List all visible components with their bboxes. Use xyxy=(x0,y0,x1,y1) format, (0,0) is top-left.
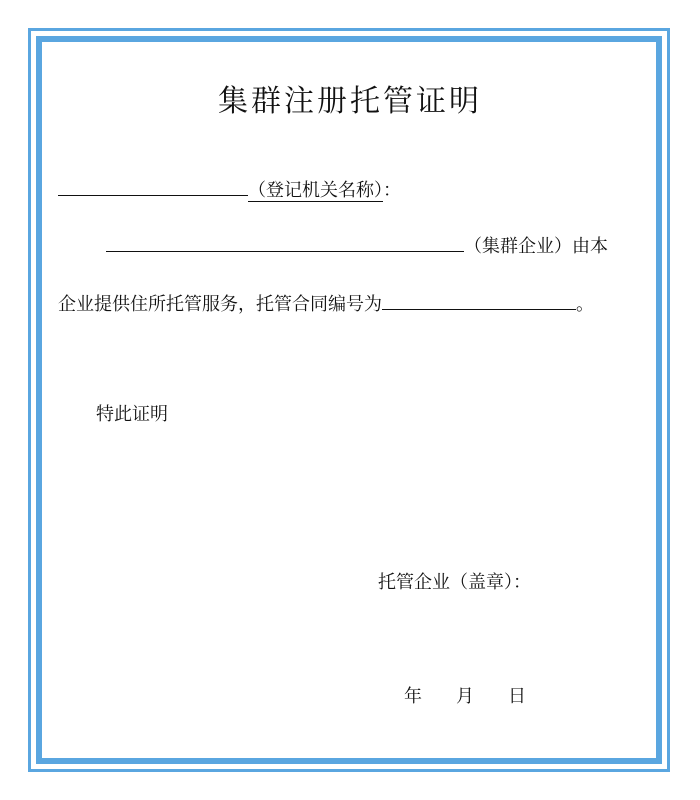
period: 。 xyxy=(576,294,594,315)
day-label: 日 xyxy=(508,686,526,707)
year-label: 年 xyxy=(404,686,422,707)
service-text: 企业提供住所托管服务，托管合同编号为 xyxy=(58,294,382,315)
registration-org-label: （登记机关名称） xyxy=(248,180,383,201)
document-title: 集群注册托管证明 xyxy=(218,84,482,119)
contract-number-blank[interactable] xyxy=(382,309,576,310)
service-line xyxy=(58,290,594,316)
hosting-enterprise-seal-line: 托管企业（盖章）： xyxy=(378,572,531,593)
colon: ： xyxy=(383,180,401,201)
registration-org-line xyxy=(58,176,401,202)
date-line xyxy=(404,682,526,708)
cluster-enterprise-line xyxy=(106,232,608,258)
cluster-enterprise-label: （集群企业）由本 xyxy=(464,236,608,257)
certify-line: 特此证明 xyxy=(96,404,168,425)
registration-org-blank[interactable] xyxy=(58,195,248,196)
cluster-enterprise-blank[interactable] xyxy=(106,251,464,252)
month-label: 月 xyxy=(456,686,474,707)
